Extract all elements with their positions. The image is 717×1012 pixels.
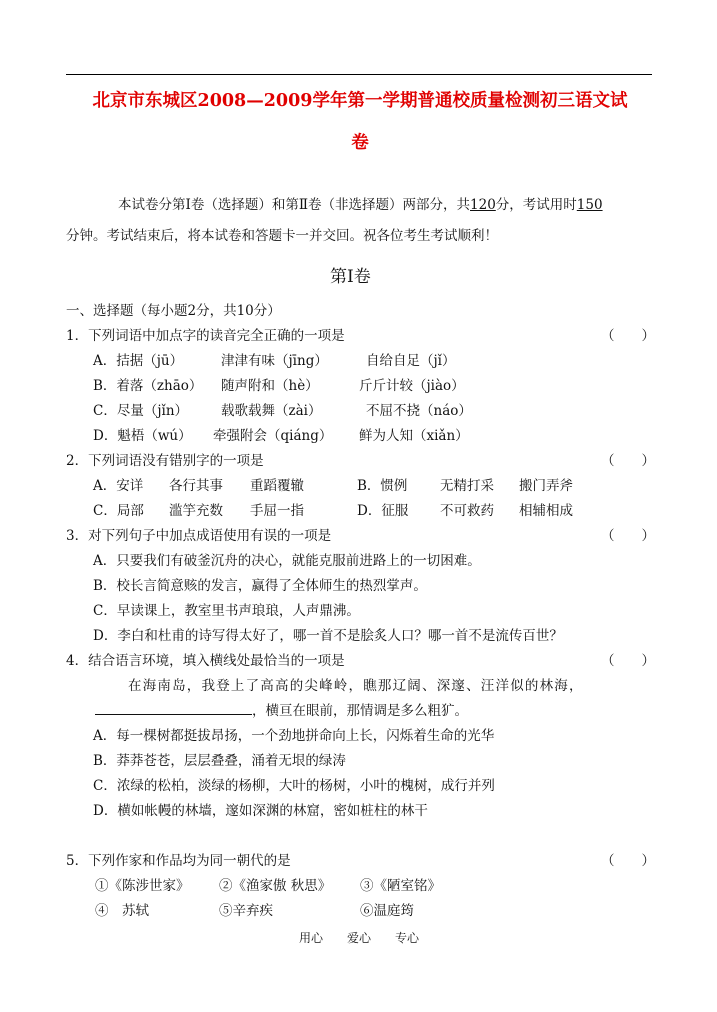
q3-option-a: A．只要我们有破釜沉舟的决心，就能克服前进路上的一切困难。	[93, 553, 481, 569]
document-title-line2: 卷	[351, 133, 369, 153]
q4-option-c: C．浓绿的松柏，淡绿的杨柳，大叶的杨树，小叶的槐树，成行并列	[93, 778, 495, 794]
q4-answer-paren: （ ）	[601, 653, 655, 669]
q2-option-d-2: 不可救药	[440, 503, 494, 519]
intro-text-b: 分，考试用时	[495, 197, 577, 213]
q5-stem: 5．下列作家和作品均为同一朝代的是	[66, 853, 291, 869]
q2-option-b-3: 搬门弄斧	[519, 478, 573, 494]
q2-option-d-3: 相辅相成	[519, 503, 573, 519]
q4-fill-blank[interactable]	[95, 704, 252, 715]
q4-passage-line2	[95, 699, 468, 719]
q5-answer-paren: （ ）	[601, 853, 655, 869]
q1-option-b-3: 斤斤计较（jiào）	[359, 378, 465, 394]
q2-stem: 2．下列词语没有错别字的一项是	[66, 453, 264, 469]
q3-stem: 3．对下列句子中加点成语使用有误的一项是	[66, 528, 332, 544]
q2-option-c-3: 手屈一指	[250, 503, 304, 519]
q4-passage-line1: 在海南岛，我登上了高高的尖峰岭，瞧那辽阔、深邃、汪洋似的林海，	[128, 678, 584, 694]
intro-score: 120	[470, 197, 496, 213]
q3-option-b: B．校长言简意赅的发言，赢得了全体师生的热烈掌声。	[93, 578, 427, 594]
q1-option-c: C．尽量（jǐn）	[93, 403, 189, 419]
volume-heading: 第Ⅰ卷	[330, 267, 371, 287]
q1-option-d-3: 鲜为人知（xiǎn）	[359, 428, 469, 444]
q1-option-a: A．拮据（jū）	[93, 353, 184, 369]
q5-item-1: ①《陈涉世家》	[95, 878, 190, 894]
q4-passage-line2-text: ，横亘在眼前，那情调是多么粗犷。	[252, 703, 468, 719]
q3-option-c: C．早读课上，教室里书声琅琅，人声鼎沸。	[93, 603, 360, 619]
q1-option-a-3: 自给自足（jǐ）	[366, 353, 456, 369]
q2-option-b-2: 无精打采	[440, 478, 494, 494]
q2-option-c: C．局部	[93, 503, 144, 519]
q5-item-3: ③《陋室铭》	[360, 878, 441, 894]
q4-stem: 4．结合语言环境，填入横线处最恰当的一项是	[66, 653, 345, 669]
section-heading: 一、选择题（每小题2分，共10分）	[66, 303, 281, 319]
q3-answer-paren: （ ）	[601, 528, 655, 544]
q4-option-a: A．每一棵树都挺拔昂扬，一个劲地拼命向上长，闪烁着生命的光华	[93, 728, 495, 744]
q2-option-b: B．惯例	[357, 478, 408, 494]
q5-item-4: ④ 苏轼	[95, 903, 149, 919]
q1-answer-paren: （ ）	[601, 328, 655, 344]
q1-option-a-2: 津津有味（jīng）	[221, 353, 328, 369]
q2-option-c-2: 滥竽充数	[169, 503, 223, 519]
q2-option-a: A．安详	[93, 478, 144, 494]
intro-line2: 分钟。考试结束后，将本试卷和答题卡一并交回。祝各位考生考试顺利！	[66, 228, 498, 244]
q1-option-d: D．魁梧（wú）	[93, 428, 192, 444]
header-rule	[66, 74, 652, 75]
q4-option-d: D．横如帐幔的林墙，邃如深渊的林窟，密如桩柱的林干	[93, 803, 428, 819]
intro-text-a: 本试卷分第Ⅰ卷（选择题）和第Ⅱ卷（非选择题）两部分，共	[118, 197, 471, 213]
q1-option-b-2: 随声附和（hè）	[221, 378, 319, 394]
q5-item-5: ⑤辛弃疾	[219, 903, 273, 919]
q1-option-b: B．着落（zhāo）	[93, 378, 203, 394]
q2-option-a-2: 各行其事	[169, 478, 223, 494]
document-title-line1: 北京市东城区2008—2009学年第一学期普通校质量检测初三语文试	[92, 91, 628, 111]
q2-option-a-3: 重蹈覆辙	[250, 478, 304, 494]
q2-answer-paren: （ ）	[601, 453, 655, 469]
q1-stem: 1．下列词语中加点字的读音完全正确的一项是	[66, 328, 345, 344]
q2-option-d: D．征服	[357, 503, 409, 519]
intro-line1	[118, 193, 603, 213]
intro-time: 150	[576, 197, 603, 213]
q1-option-d-2: 牵强附会（qiáng）	[213, 428, 333, 444]
q5-item-2: ②《渔家傲 秋思》	[219, 878, 332, 894]
q1-option-c-2: 载歌载舞（zài）	[221, 403, 322, 419]
q4-option-b: B．莽莽苍苍，层层叠叠，涌着无垠的绿涛	[93, 753, 346, 769]
page-footer: 用心 爱心 专心	[299, 931, 420, 945]
q3-option-d: D．李白和杜甫的诗写得太好了，哪一首不是脍炙人口？哪一首不是流传百世？	[93, 628, 563, 644]
q1-option-c-3: 不屈不挠（náo）	[366, 403, 472, 419]
q5-item-6: ⑥温庭筠	[360, 903, 414, 919]
